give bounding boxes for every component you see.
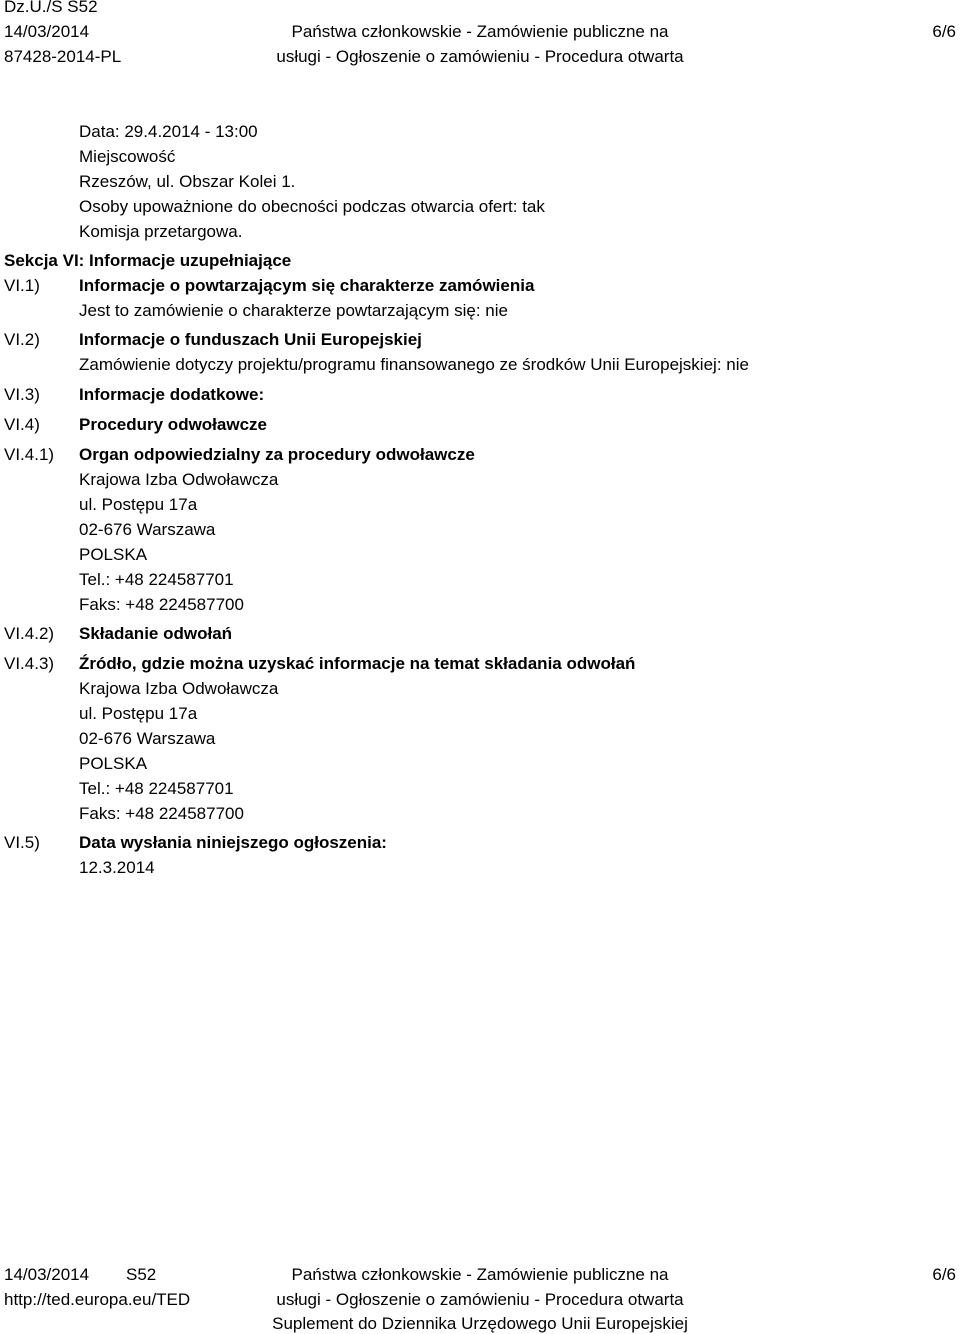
footer-title-line2: usługi - Ogłoszenie o zamówieniu - Procedura otwarta	[276, 1290, 684, 1309]
address-line: ul. Postępu 17a	[79, 495, 198, 514]
section-number: VI.5)	[4, 833, 40, 852]
place-label: Miejscowość	[79, 147, 176, 166]
footer-page-number: 6/6	[932, 1265, 956, 1284]
section-heading: Data wysłania niniejszego ogłoszenia:	[79, 833, 387, 852]
section-heading: Informacje dodatkowe:	[79, 385, 265, 404]
page-number: 6/6	[932, 22, 956, 41]
footer-title-line1: Państwa członkowskie - Zamówienie publiczne na	[291, 1265, 669, 1284]
section-number: VI.1)	[4, 276, 40, 295]
footer-link[interactable]: http://ted.europa.eu/TED	[4, 1290, 191, 1309]
fax-line: Faks: +48 224587700	[79, 595, 244, 614]
section-heading: Informacje o funduszach Unii Europejskiej	[79, 330, 422, 349]
footer-code: S52	[126, 1265, 157, 1284]
address-line: Krajowa Izba Odwoławcza	[79, 679, 279, 698]
phone-line: Tel.: +48 224587701	[79, 570, 234, 589]
section-number: VI.2)	[4, 330, 40, 349]
notice-number: 87428-2014-PL	[4, 47, 122, 66]
section-heading: Źródło, gdzie można uzyskać informacje na temat składania odwołań	[79, 654, 636, 673]
address-line: Krajowa Izba Odwoławcza	[79, 470, 279, 489]
place-value: Rzeszów, ul. Obszar Kolei 1.	[79, 172, 296, 191]
section-number: VI.4.1)	[4, 445, 55, 464]
address-line: POLSKA	[79, 754, 148, 773]
section-text: Jest to zamówienie o charakterze powtarzającym się: nie	[79, 301, 508, 320]
fax-line: Faks: +48 224587700	[79, 804, 244, 823]
commission: Komisja przetargowa.	[79, 222, 243, 241]
address-line: 02-676 Warszawa	[79, 729, 216, 748]
footer-date: 14/03/2014	[4, 1265, 90, 1284]
section-number: VI.4.2)	[4, 624, 55, 643]
section-text: Zamówienie dotyczy projektu/programu finansowanego ze środków Unii Europejskiej: nie	[79, 355, 749, 374]
address-line: 02-676 Warszawa	[79, 520, 216, 539]
section-number: VI.4)	[4, 415, 40, 434]
header-title-line1: Państwa członkowskie - Zamówienie publiczne na	[291, 22, 669, 41]
section-number: VI.3)	[4, 385, 40, 404]
journal-ref: Dz.U./S S52	[4, 0, 98, 16]
section-title: Sekcja VI: Informacje uzupełniające	[4, 251, 292, 270]
section-heading: Składanie odwołań	[79, 624, 233, 643]
header-title-line2: usługi - Ogłoszenie o zamówieniu - Procedura otwarta	[276, 47, 684, 66]
footer-supplement: Suplement do Dziennika Urzędowego Unii Europejskiej	[272, 1314, 688, 1333]
phone-line: Tel.: +48 224587701	[79, 779, 234, 798]
opening-date: Data: 29.4.2014 - 13:00	[79, 122, 258, 141]
header-date: 14/03/2014	[4, 22, 90, 41]
dispatch-date: 12.3.2014	[79, 858, 155, 877]
address-line: POLSKA	[79, 545, 148, 564]
section-heading: Informacje o powtarzającym się charakterze zamówienia	[79, 276, 535, 295]
section-number: VI.4.3)	[4, 654, 55, 673]
address-line: ul. Postępu 17a	[79, 704, 198, 723]
section-heading: Organ odpowiedzialny za procedury odwoławcze	[79, 445, 475, 464]
section-heading: Procedury odwoławcze	[79, 415, 267, 434]
persons-authorized: Osoby upoważnione do obecności podczas otwarcia ofert: tak	[79, 197, 545, 216]
